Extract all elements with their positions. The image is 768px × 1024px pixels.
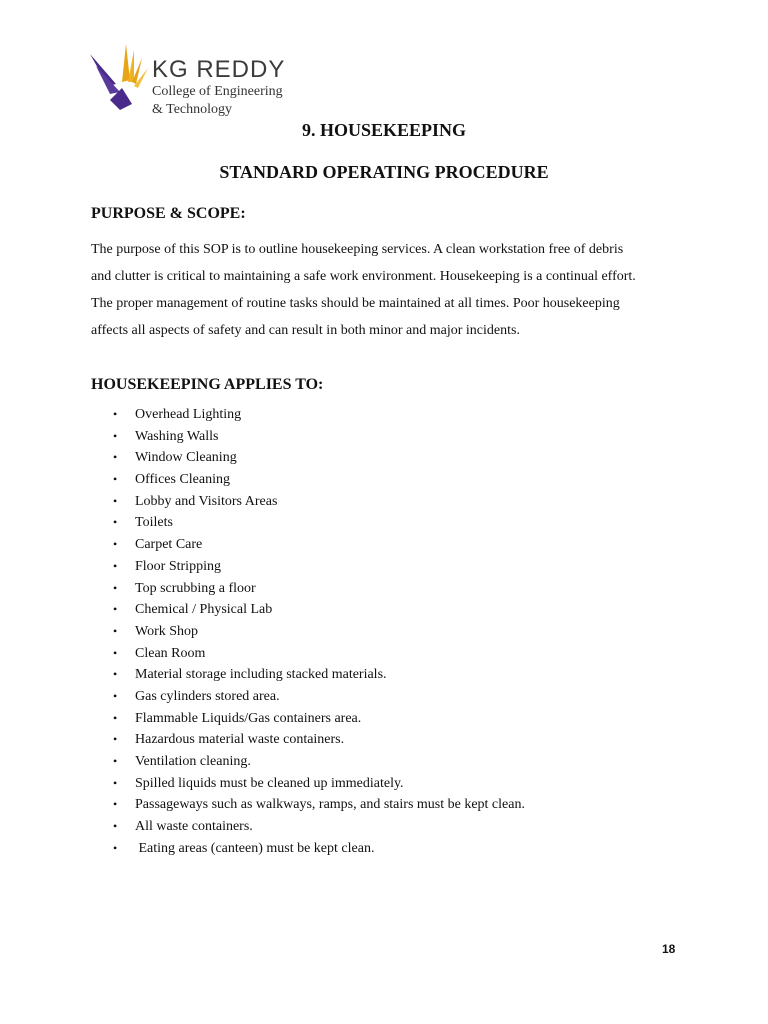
bullet-icon: • xyxy=(113,537,118,552)
bullet-icon: • xyxy=(113,580,118,595)
bullet-icon: • xyxy=(113,688,118,703)
list-item-text: Offices Cleaning xyxy=(135,472,230,488)
eagle-emblem-icon xyxy=(86,40,152,112)
bullet-icon: • xyxy=(113,407,118,421)
purpose-scope-heading: PURPOSE & SCOPE: xyxy=(91,205,246,222)
bullet-icon: • xyxy=(113,667,118,682)
list-item-text: Clean Room xyxy=(135,645,206,661)
college-logo xyxy=(86,40,316,120)
bullet-icon: • xyxy=(113,623,118,638)
bullet-icon: • xyxy=(113,819,118,834)
list-item-text: Overhead Lighting xyxy=(135,407,242,422)
bullet-icon: • xyxy=(113,558,118,573)
logo-subtitle-line2: & Technology xyxy=(152,102,233,117)
list-item-text: Chemical / Physical Lab xyxy=(135,602,273,618)
bullet-icon: • xyxy=(113,732,118,747)
bullet-icon: • xyxy=(113,840,118,855)
bullet-icon: • xyxy=(113,710,118,725)
section-heading: 9. HOUSEKEEPING xyxy=(301,120,467,140)
list-item-text: Material storage including stacked materials. xyxy=(135,667,387,683)
list-item-text: Gas cylinders stored area. xyxy=(135,688,280,704)
bullet-icon: • xyxy=(113,645,118,660)
list-item-text: Window Cleaning xyxy=(135,450,237,466)
list-item-text: Passageways such as walkways, ramps, and stairs must be kept clean. xyxy=(135,797,525,813)
bullet-icon: • xyxy=(113,515,118,530)
document-title: STANDARD OPERATING PROCEDURE xyxy=(219,162,549,182)
list-item-text: Floor Stripping xyxy=(135,558,221,574)
logo-name: KG REDDY xyxy=(152,56,286,83)
paragraph-line: The proper management of routine tasks should be maintained at all times. Poor housekeeping xyxy=(91,296,620,311)
bullet-icon: • xyxy=(113,602,118,617)
list-item-text: Eating areas (canteen) must be kept clean. xyxy=(135,840,375,856)
list-item-text: Lobby and Visitors Areas xyxy=(135,493,278,509)
list-item-text: All waste containers. xyxy=(135,819,253,835)
page-number: 18 xyxy=(662,942,676,956)
bullet-icon: • xyxy=(113,775,118,790)
bullet-icon: • xyxy=(113,754,118,768)
paragraph-line: The purpose of this SOP is to outline housekeeping services. A clean workstation free of debris xyxy=(91,242,624,257)
bullet-icon: • xyxy=(113,472,118,487)
bullet-icon: • xyxy=(113,450,118,465)
purpose-paragraph xyxy=(91,236,691,344)
list-item-text: Spilled liquids must be cleaned up immediately. xyxy=(135,775,404,791)
list-item-text: Flammable Liquids/Gas containers area. xyxy=(135,710,362,726)
bullet-icon: • xyxy=(113,493,118,508)
applies-to-heading: HOUSEKEEPING APPLIES TO: xyxy=(91,376,324,393)
list-item-text: Top scrubbing a floor xyxy=(135,580,256,596)
paragraph-line: and clutter is critical to maintaining a safe work environment. Housekeeping is a continual effort. xyxy=(91,269,636,284)
bullet-icon: • xyxy=(113,428,118,443)
bullet-icon: • xyxy=(113,797,118,812)
list-item-text: Washing Walls xyxy=(135,428,219,444)
list-item-text: Work Shop xyxy=(135,623,199,639)
list-item-text: Ventilation cleaning. xyxy=(135,754,251,769)
list-item-text: Toilets xyxy=(135,515,173,531)
logo-subtitle-line1: College of Engineering xyxy=(152,84,283,99)
paragraph-line: affects all aspects of safety and can result in both minor and major incidents. xyxy=(91,323,520,338)
list-item-text: Carpet Care xyxy=(135,537,203,553)
list-item-text: Hazardous material waste containers. xyxy=(135,732,345,748)
